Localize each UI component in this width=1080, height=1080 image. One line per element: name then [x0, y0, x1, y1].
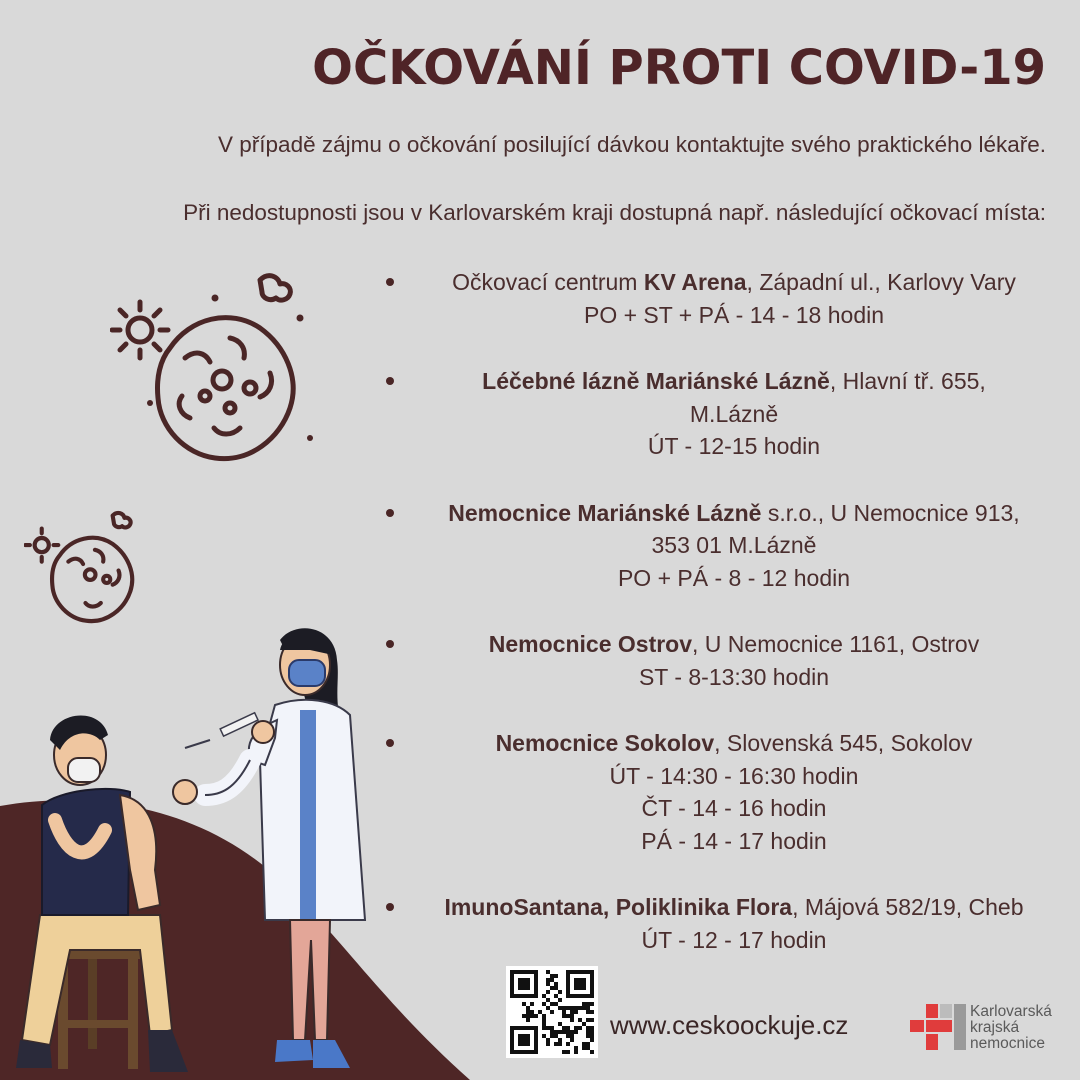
hospital-logo-icon [910, 1002, 968, 1054]
bullet-icon [386, 640, 394, 648]
location-line [400, 891, 1068, 924]
bullet-icon [386, 903, 394, 911]
intro-text: V případě zájmu o očkování posilující dávkou kontaktujte svého praktického lékaře. [218, 132, 1046, 157]
location-detail: , Hlavní tř. 655, [829, 368, 986, 394]
intro-locations-text: Při nedostupnosti jsou v Karlovarském kraji dostupná např. následující očkovací místa: [183, 200, 1046, 225]
location-detail: PO + PÁ - 8 - 12 hodin [617, 564, 851, 591]
location-line [400, 562, 1068, 595]
location-detail: PO + ST + PÁ - 14 - 18 hodin [583, 301, 885, 328]
location-detail: PÁ - 14 - 17 hodin [641, 827, 827, 854]
locations-list [378, 266, 1068, 956]
location-line [400, 661, 1068, 694]
location-line [400, 266, 1068, 299]
location-line [400, 792, 1068, 825]
location-item [378, 727, 1068, 857]
location-detail: s.r.o., U Nemocnice 913, [761, 499, 1020, 526]
location-item [378, 628, 1068, 693]
location-detail: M.Lázně [689, 400, 779, 427]
virus-large-icon [110, 268, 330, 478]
qr-code[interactable] [506, 966, 598, 1058]
location-item [378, 497, 1068, 595]
location-name: Nemocnice Ostrov [488, 631, 693, 657]
location-detail: , U Nemocnice 1161, Ostrov [692, 631, 980, 657]
location-detail: , Slovenská 545, Sokolov [714, 730, 973, 756]
bullet-icon [386, 278, 394, 286]
hospital-logo-text [970, 1004, 1052, 1052]
location-line [400, 398, 1068, 431]
location-detail: ČT - 14 - 16 hodin [641, 795, 827, 821]
location-line [400, 497, 1068, 530]
location-detail: ÚT - 12-15 hodin [647, 433, 821, 459]
location-detail: Očkovací centrum [452, 269, 644, 295]
bullet-icon [386, 509, 394, 517]
location-detail: ST - 8-13:30 hodin [638, 663, 830, 690]
website-link[interactable]: www.ceskoockuje.cz [610, 1010, 849, 1040]
location-detail: , Májová 582/19, Cheb [792, 894, 1024, 920]
location-name: KV Arena [643, 269, 747, 295]
logo-line: nemocnice [970, 1035, 1045, 1052]
location-name: Nemocnice Sokolov [495, 730, 715, 756]
logo-line: krajská [970, 1019, 1020, 1036]
location-name: ImunoSantana, Poliklinika Flora [444, 894, 793, 920]
location-line [400, 924, 1068, 957]
location-item [378, 891, 1068, 956]
location-item [378, 365, 1068, 463]
location-line [400, 760, 1068, 793]
bullet-icon [386, 739, 394, 747]
logo-line: Karlovarská [970, 1003, 1052, 1020]
location-detail: 353 01 M.Lázně [651, 532, 817, 558]
location-item [378, 266, 1068, 331]
location-detail: ÚT - 12 - 17 hodin [641, 926, 827, 953]
location-detail: , Západní ul., Karlovy Vary [746, 269, 1016, 295]
location-line [400, 529, 1068, 562]
location-name: Léčebné lázně Mariánské Lázně [482, 368, 830, 394]
virus-small-icon [24, 508, 154, 633]
location-line [400, 365, 1068, 398]
doctor-illustration [165, 620, 380, 1080]
bullet-icon [386, 377, 394, 385]
page-title: OČKOVÁNÍ PROTI COVID-19 [312, 40, 1046, 96]
location-detail: ÚT - 14:30 - 16:30 hodin [609, 762, 859, 789]
location-line [400, 299, 1068, 332]
location-name: Nemocnice Mariánské Lázně [448, 499, 762, 526]
location-line [400, 727, 1068, 760]
location-line [400, 628, 1068, 661]
location-line [400, 430, 1068, 463]
location-line [400, 825, 1068, 858]
